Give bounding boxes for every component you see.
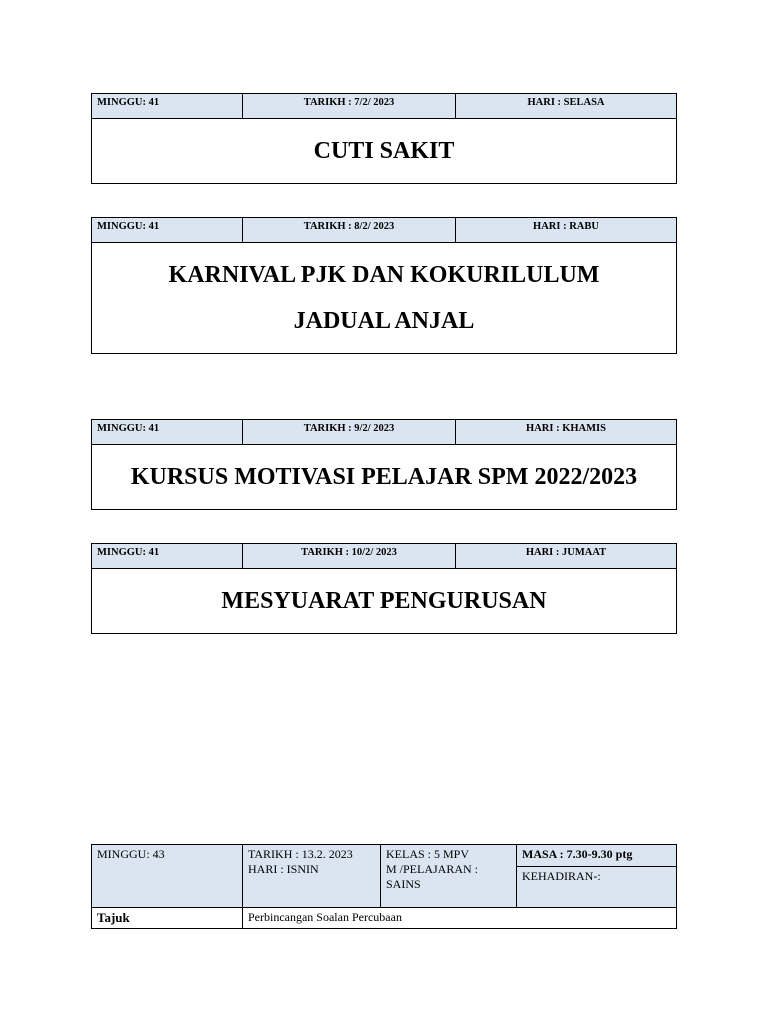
tajuk-label: Tajuk — [97, 910, 130, 925]
hari-cell: HARI : JUMAAT — [456, 544, 677, 569]
lesson-hari: HARI : ISNIN — [248, 862, 319, 876]
tajuk-label-cell — [92, 908, 243, 929]
hari-cell: HARI : SELASA — [456, 94, 677, 119]
tarikh-cell: TARIKH : 10/2/ 2023 — [243, 544, 456, 569]
lesson-tarikh: TARIKH : 13.2. 2023 — [248, 847, 353, 861]
entry-header — [91, 93, 677, 119]
lesson-kehadiran-cell — [517, 867, 677, 908]
lesson-mp-label: M /PELAJARAN : — [386, 862, 479, 876]
entry-title: MESYUARAT PENGURUSAN — [221, 588, 547, 614]
schedule-entry-2 — [91, 217, 677, 354]
entry-body — [91, 119, 677, 184]
lesson-plan-table — [91, 844, 677, 929]
entry-body — [91, 445, 677, 510]
entry-header — [91, 419, 677, 445]
minggu-cell: MINGGU: 41 — [92, 94, 243, 119]
entry-title: KARNIVAL PJK DAN KOKURILULUM — [168, 262, 600, 288]
hari-cell: HARI : KHAMIS — [456, 420, 677, 445]
lesson-masa-cell — [517, 845, 677, 867]
entry-body — [91, 243, 677, 354]
entry-title: KURSUS MOTIVASI PELAJAR SPM 2022/2023 — [130, 464, 638, 490]
tarikh-cell: TARIKH : 7/2/ 2023 — [243, 94, 456, 119]
minggu-cell: MINGGU: 41 — [92, 218, 243, 243]
entry-header — [91, 217, 677, 243]
tarikh-cell: TARIKH : 9/2/ 2023 — [243, 420, 456, 445]
lesson-kelas-cell — [381, 845, 517, 908]
lesson-kelas: KELAS : 5 MPV — [386, 847, 470, 861]
lesson-subjek: SAINS — [386, 877, 421, 891]
hari-cell: HARI : RABU — [456, 218, 677, 243]
lesson-tarikh-cell — [243, 845, 381, 908]
lesson-minggu-cell — [92, 845, 243, 908]
schedule-entry-4 — [91, 543, 677, 634]
tarikh-cell: TARIKH : 8/2/ 2023 — [243, 218, 456, 243]
minggu-cell: MINGGU: 41 — [92, 544, 243, 569]
entry-header — [91, 543, 677, 569]
lesson-minggu: MINGGU: 43 — [97, 847, 165, 861]
lesson-kehadiran: KEHADIRAN-: — [522, 869, 601, 883]
entry-title: CUTI SAKIT — [313, 138, 455, 164]
tajuk-value-cell — [243, 908, 677, 929]
schedule-entry-1 — [91, 93, 677, 184]
tajuk-value: Perbincangan Soalan Percubaan — [248, 910, 402, 924]
entry-subtitle: JADUAL ANJAL — [293, 308, 475, 334]
minggu-cell: MINGGU: 41 — [92, 420, 243, 445]
lesson-masa: MASA : 7.30-9.30 ptg — [522, 847, 633, 861]
schedule-entry-3 — [91, 419, 677, 510]
entry-body — [91, 569, 677, 634]
